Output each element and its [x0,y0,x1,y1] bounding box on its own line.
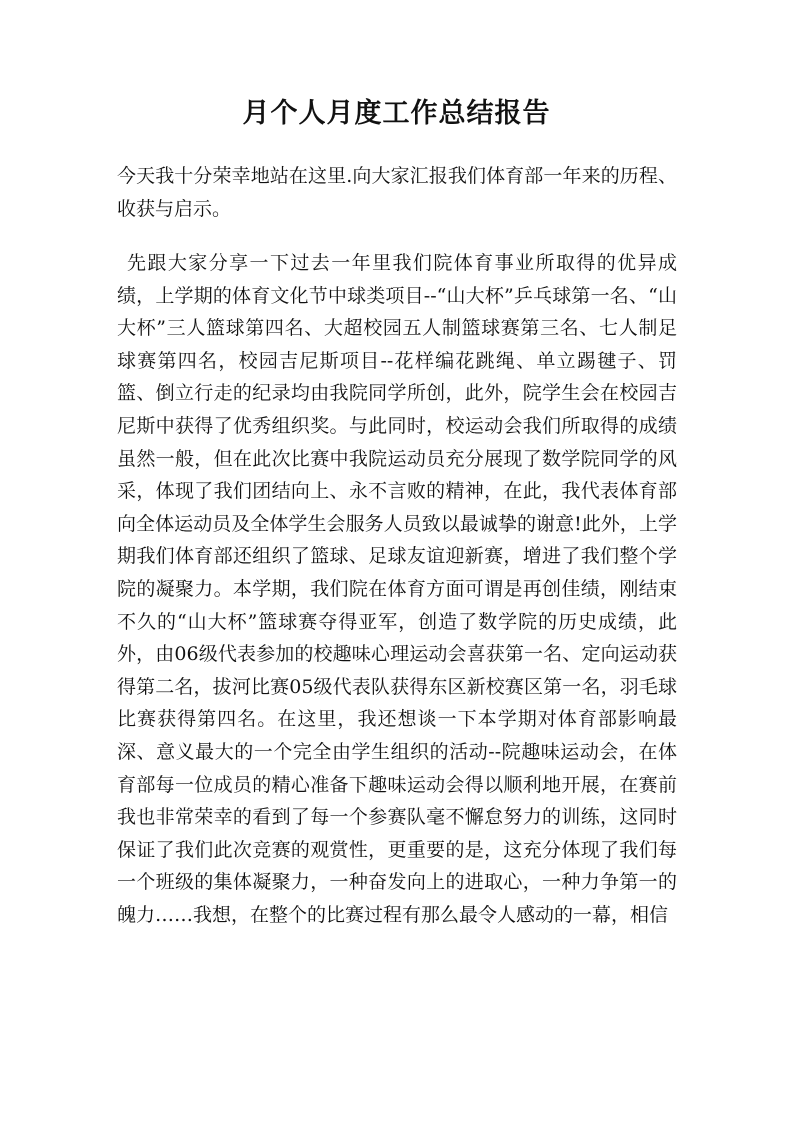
paragraph-achievements: 先跟大家分享一下过去一年里我们院体育事业所取得的优异成绩，上学期的体育文化节中球类项目--“山大杯”乒乓球第一名、“山大杯”三人篮球第四名、大超校园五人制篮球赛第三名、七人制足球赛第四名，校园吉尼斯项目--花样编花跳绳、单立踢毽子、罚篮、倒立行走的纪录均由我院同学所创，此外，院学生会在校园吉尼斯中获得了优秀组织奖。与此同时，校运动会我们所取得的成绩虽然一般，但在此次比赛中我院运动员充分展现了数学院同学的风采，体现了我们团结向上、永不言败的精神，在此，我代表体育部向全体运动员及全体学生会服务人员致以最诚挚的谢意!此外，上学期我们体育部还组织了篮球、足球友谊迎新赛，增进了我们整个学院的凝聚力。本学期，我们院在体育方面可谓是再创佳绩，刚结束不久的“山大杯”篮球赛夺得亚军，创造了数学院的历史成绩，此外，由06级代表参加的校趣味心理运动会喜获第一名、定向运动获得第二名，拔河比赛05级代表队获得东区新校赛区第一名，羽毛球比赛获得第四名。在这里，我还想谈一下本学期对体育部影响最深、意义最大的一个完全由学生组织的活动--院趣味运动会，在体育部每一位成员的精心准备下趣味运动会得以顺利地开展，在赛前我也非常荣幸的看到了每一个参赛队毫不懈怠努力的训练，这同时保证了我们此次竞赛的观赏性，更重要的是，这充分体现了我们每一个班级的集体凝聚力，一种奋发向上的进取心，一种力争第一的魄力……我想，在整个的比赛过程有那么最令人感动的一幕，相信 [117,252,677,926]
paragraph-intro: 今天我十分荣幸地站在这里.向大家汇报我们体育部一年来的历程、收获与启示。 [117,165,677,220]
document-title: 月个人月度工作总结报告 [242,98,551,129]
